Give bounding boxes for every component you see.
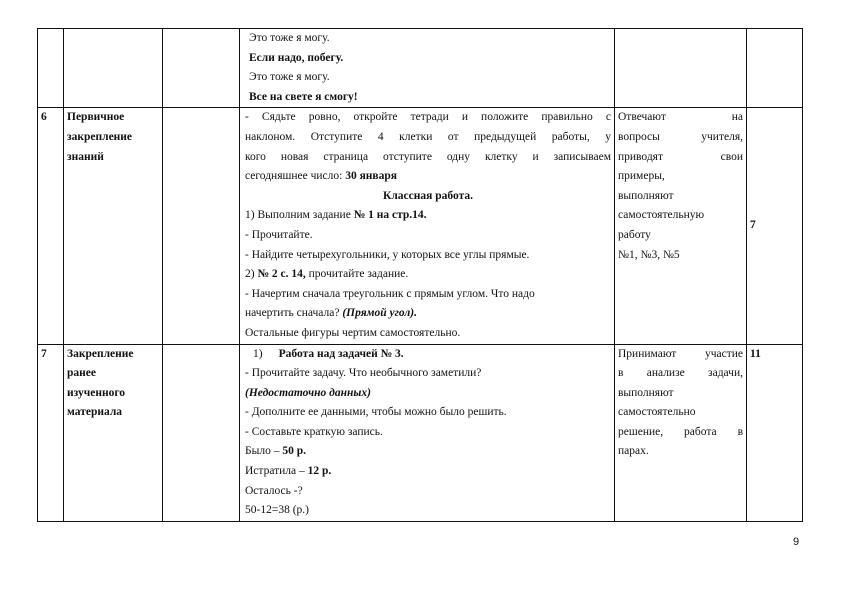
cell-teacher-activity [240,29,615,108]
cell-stage [64,344,163,521]
cell-minutes [747,108,803,344]
stage-line: знаний [67,150,104,163]
cell-minutes [747,29,803,108]
task-reference: № 1 на стр.14. [353,209,427,222]
cell-student-activity [615,344,747,521]
text-line: самостоятельно [618,406,696,419]
value-text: 12 р. [307,465,332,478]
text-line [245,167,611,187]
text-line: парах. [618,445,649,458]
poem-line: Если надо, побегу. [249,51,344,64]
text-fragment: прочитайте задание. [305,268,409,281]
text-line: выполняют [618,189,674,202]
text-line [245,304,611,324]
cell-student-activity [615,108,747,344]
poem-line: Это тоже я могу. [249,71,330,84]
stage-line: Первичное [67,111,125,124]
stage-line: Закрепление [67,347,134,360]
text-line: в анализе задачи, [618,367,743,380]
text-line: выполняют [618,386,674,399]
cell-student-activity [615,29,747,108]
text-line: решение, работа в [618,425,743,438]
cell-teacher-activity [240,344,615,521]
text-line: - Начертим сначала треугольник с прямым углом. Что надо [245,287,535,300]
text-line [245,442,611,462]
task-heading: Работа над задачей № 3. [278,347,404,360]
text-line: работу [618,228,651,241]
text-line: - Прочитайте задачу. Что необычного заметили? [245,367,482,380]
text-line: 50-12=38 (р.) [245,504,309,517]
text-line [245,462,611,482]
table-row-6 [38,108,803,344]
text-line: - Дополните ее данными, чтобы можно было решить. [245,406,507,419]
text-line: Остальные фигуры чертим самостоятельно. [245,326,461,339]
stage-line: изученного [67,386,126,399]
minutes-value: 7 [750,219,756,232]
text-fragment: 1) Выполним задание [245,209,354,222]
poem-line: Это тоже я могу. [249,32,330,44]
page-number: 9 [793,536,800,548]
text-line: Отвечают на [618,111,743,124]
stage-line: ранее [67,367,96,380]
text-line: №1, №3, №5 [618,248,680,261]
cell-number: 6 [38,108,64,344]
text-line: - Прочитайте. [245,228,313,241]
cell-minutes [747,344,803,521]
cell-blank [163,344,240,521]
text-line: приводят свои [618,150,743,163]
text-line: Принимают участие [618,347,743,360]
text-line: Осталось -? [245,484,303,497]
cell-blank [163,29,240,108]
text-line [245,345,611,365]
text-fragment: Было – [245,445,283,458]
date-text: 30 января [345,170,397,183]
text-fragment: 2) [245,268,258,281]
minutes-value: 11 [750,347,761,360]
text-line: наклоном. Отступите 4 клетки от предыдущей работы, у [245,130,611,143]
cell-number [38,29,64,108]
cell-stage [64,29,163,108]
stage-line: материала [67,406,123,419]
text-line: - Сядьте ровно, откройте тетради и положите правильно с [245,111,611,124]
task-reference: № 2 с. 14, [257,268,306,281]
value-text: 50 р. [282,445,306,458]
text-fragment: сегодняшнее число: [245,170,346,183]
cell-blank [163,108,240,344]
text-fragment: Истратила – [245,465,308,478]
poem-line: Все на свете я смогу! [249,90,358,103]
text-line [245,265,611,285]
text-line [245,206,611,226]
stage-line: закрепление [67,130,133,143]
answer-text: (Прямой угол). [342,307,417,320]
text-line: примеры, [618,170,665,183]
table-row-continuation [38,29,803,108]
cell-teacher-activity [240,108,615,344]
text-line: - Составьте краткую запись. [245,425,383,438]
classwork-heading: Классная работа. [383,189,473,202]
text-line: - Найдите четырехугольники, у которых все углы прямые. [245,248,530,261]
cell-stage [64,108,163,344]
text-line: самостоятельную [618,209,705,222]
text-line: кого новая страница отступите одну клетку и записываем [245,150,611,163]
lesson-plan-table [37,28,803,522]
cell-number: 7 [38,344,64,521]
answer-text: (Недостаточно данных) [245,386,371,399]
text-line: вопросы учителя, [618,130,743,143]
text-fragment: начертить сначала? [245,307,343,320]
list-marker: 1) [253,347,263,360]
table-row-7 [38,344,803,521]
